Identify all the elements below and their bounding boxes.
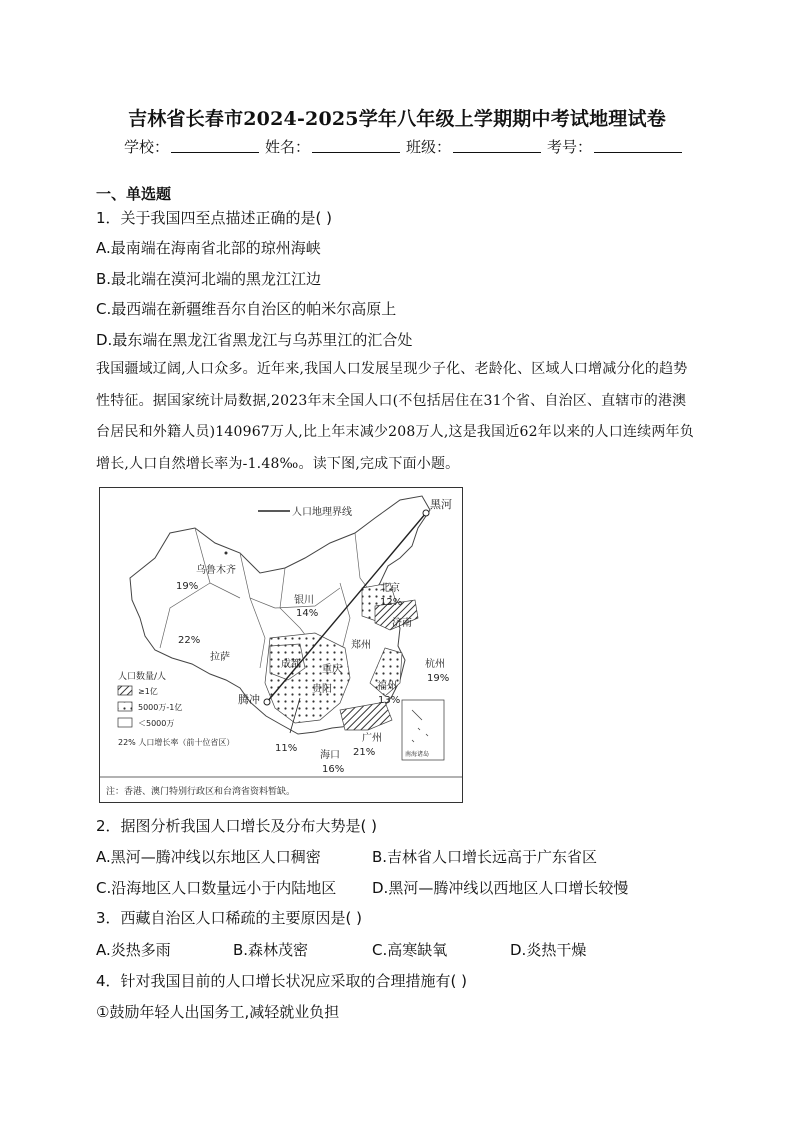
city-hangzhou: 杭州 — [425, 659, 445, 670]
number-field[interactable] — [594, 136, 682, 153]
q4-item-1: ①鼓励年轻人出国务工,减轻就业负担 — [96, 1003, 340, 1021]
city-yinchuan: 银川 — [294, 595, 314, 606]
city-urumqi: 乌鲁木齐 — [196, 565, 236, 576]
name-field[interactable] — [312, 136, 400, 153]
city-fuzhou: 福州 — [377, 681, 397, 692]
city-jinan: 济南 — [392, 618, 412, 629]
q3-option-b[interactable]: B.森林茂密 — [233, 941, 309, 959]
q2-stem: 2．据图分析我国人口增长及分布大势是( ) — [96, 817, 378, 835]
rate-guangzhou: 21% — [353, 747, 376, 758]
q2-option-d[interactable]: D.黑河—腾冲线以西地区人口增长较慢 — [372, 879, 629, 897]
student-info-row — [124, 136, 688, 157]
legend-2: 5000万-1亿 — [138, 703, 183, 712]
rate-tibet: 22% — [178, 635, 201, 646]
inset-label: 南海诸岛 — [405, 751, 430, 758]
q3-option-a[interactable]: A.炎热多雨 — [96, 941, 171, 959]
rate-fuzhou: 13% — [378, 695, 401, 706]
passage: 我国疆域辽阔,人口众多。近年来,我国人口发展呈现少子化、老龄化、区域人口增减分化的趋势性特征。据国家统计局数据,2023年末全国人口(不包括居住在31个省、自治区、直辖市的港澳台居民和外籍人员)140967万人,比上年末减少208万人,这是我国近62年以来的人口连续两年负增长,人口自然增长率为-1.48‰。读下图,完成下面小题。 — [96, 361, 694, 472]
name-label: 姓名： — [265, 138, 311, 156]
q2-option-b[interactable]: B.吉林省人口增长远高于广东省区 — [372, 848, 598, 866]
city-zhengzhou: 郑州 — [351, 640, 371, 651]
city-guangzhou: 广州 — [362, 733, 382, 744]
q4-stem: 4．针对我国目前的人口增长状况应采取的合理措施有( ) — [96, 972, 468, 990]
map-note: 注：香港、澳门特别行政区和台湾省资料暂缺。 — [106, 787, 296, 797]
city-chengdu: 成都 — [281, 659, 301, 670]
city-haikou: 海口 — [320, 750, 340, 761]
rate-yunnan: 11% — [275, 743, 298, 754]
population-map — [99, 487, 463, 803]
q3-option-d[interactable]: D.炎热干燥 — [510, 941, 587, 959]
q3-stem: 3．西藏自治区人口稀疏的主要原因是( ) — [96, 909, 363, 927]
legend-title: 人口数量/人 — [118, 672, 167, 682]
legend-1: ≥1亿 — [138, 687, 158, 696]
q1-option-d[interactable]: D.最东端在黑龙江省黑龙江与乌苏里江的汇合处 — [96, 331, 413, 349]
legend-line-label: 人口地理界线 — [292, 507, 352, 518]
legend-dot-swatch — [118, 702, 132, 711]
section-heading: 一、单选题 — [96, 185, 172, 203]
city-chongqing: 重庆 — [322, 664, 342, 675]
q1-stem: 1．关于我国四至点描述正确的是( ) — [96, 209, 333, 227]
rate-beijing: 12% — [380, 597, 403, 608]
legend-hatch-swatch — [118, 686, 132, 695]
tengchong-label: 腾冲 — [238, 693, 260, 706]
rate-urumqi: 19% — [176, 581, 199, 592]
q1-option-c[interactable]: C.最西端在新疆维吾尔自治区的帕米尔高原上 — [96, 300, 397, 318]
city-guiyang: 贵阳 — [312, 684, 332, 695]
city-lhasa: 拉萨 — [210, 652, 230, 663]
rate-hangzhou: 19% — [427, 673, 450, 684]
rate-yinchuan: 14% — [296, 608, 319, 619]
legend-3: ＜5000万 — [138, 719, 175, 728]
number-label: 考号： — [547, 138, 593, 156]
q3-option-c[interactable]: C.高寒缺氧 — [372, 941, 448, 959]
page-title: 吉林省长春市2024-2025学年八年级上学期期中考试地理试卷 — [128, 108, 666, 130]
q1-option-a[interactable]: A.最南端在海南省北部的琼州海峡 — [96, 239, 321, 257]
tengchong-point — [264, 699, 270, 705]
legend-rate: 22% 人口增长率（前十位省区） — [118, 738, 235, 747]
map-svg — [100, 488, 462, 802]
q1-option-b[interactable]: B.最北端在漠河北端的黑龙江江边 — [96, 270, 322, 288]
legend-empty-swatch — [118, 718, 132, 727]
q2-option-c[interactable]: C.沿海地区人口数量远小于内陆地区 — [96, 879, 337, 897]
city-beijing: 北京 — [380, 583, 400, 594]
q2-option-a[interactable]: A.黑河—腾冲线以东地区人口稠密 — [96, 848, 321, 866]
rate-haikou: 16% — [322, 764, 345, 775]
school-label: 学校： — [124, 138, 170, 156]
school-field[interactable] — [171, 136, 259, 153]
class-field[interactable] — [453, 136, 541, 153]
class-label: 班级： — [406, 138, 452, 156]
heihe-label: 黑河 — [430, 498, 452, 511]
heihe-point — [423, 510, 429, 516]
